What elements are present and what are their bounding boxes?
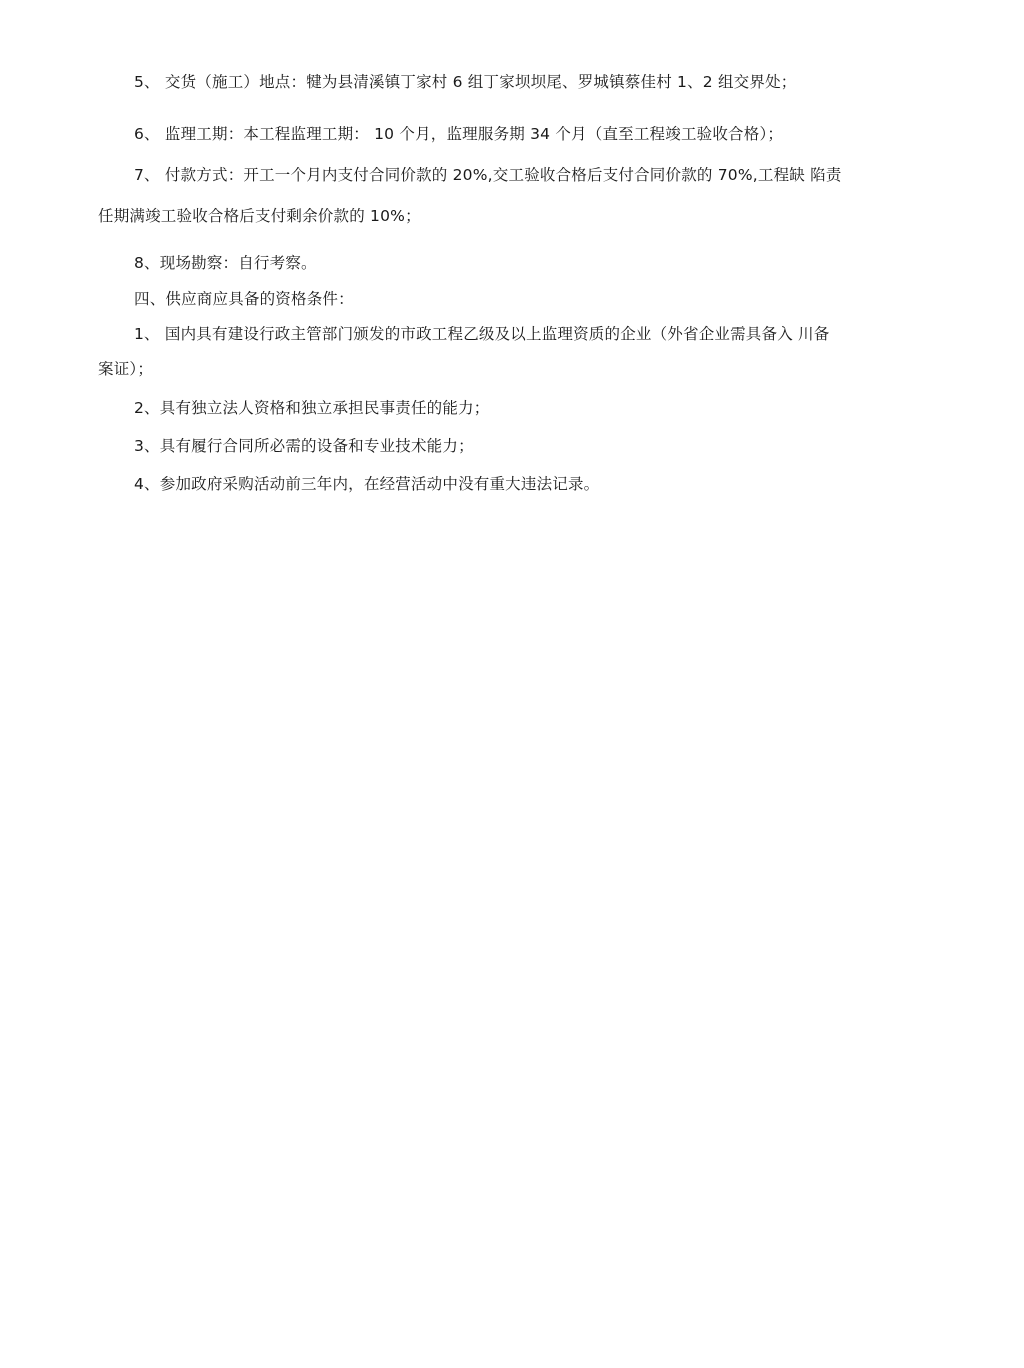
- paragraph-supervision-period: 6、 监理工期：本工程监理工期： 10 个月，监理服务期 34 个月（直至工程竣工验收合格）；: [134, 125, 784, 143]
- qualification-item-1-continued: 案证）；: [98, 360, 154, 378]
- paragraph-site-survey: 8、现场勘察：自行考察。: [134, 254, 317, 272]
- qualification-item-3: 3、具有履行合同所必需的设备和专业技术能力；: [134, 437, 474, 455]
- paragraph-payment-method: 7、 付款方式：开工一个月内支付合同价款的 20%,交工验收合格后支付合同价款的 70%,工程缺 陷责: [134, 166, 842, 184]
- paragraph-payment-method-continued: 任期满竣工验收合格后支付剩余价款的 10%；: [98, 207, 421, 225]
- section-heading-qualifications: 四、供应商应具备的资格条件：: [134, 290, 354, 308]
- qualification-item-2: 2、具有独立法人资格和独立承担民事责任的能力；: [134, 399, 490, 417]
- qualification-item-1: 1、 国内具有建设行政主管部门颁发的市政工程乙级及以上监理资质的企业（外省企业需具备入 川备: [134, 325, 830, 343]
- qualification-item-4: 4、参加政府采购活动前三年内，在经营活动中没有重大违法记录。: [134, 475, 600, 493]
- paragraph-delivery-location: 5、 交货（施工）地点：犍为县清溪镇丁家村 6 组丁家坝坝尾、罗城镇蔡佳村 1、2 组交界处；: [134, 73, 797, 91]
